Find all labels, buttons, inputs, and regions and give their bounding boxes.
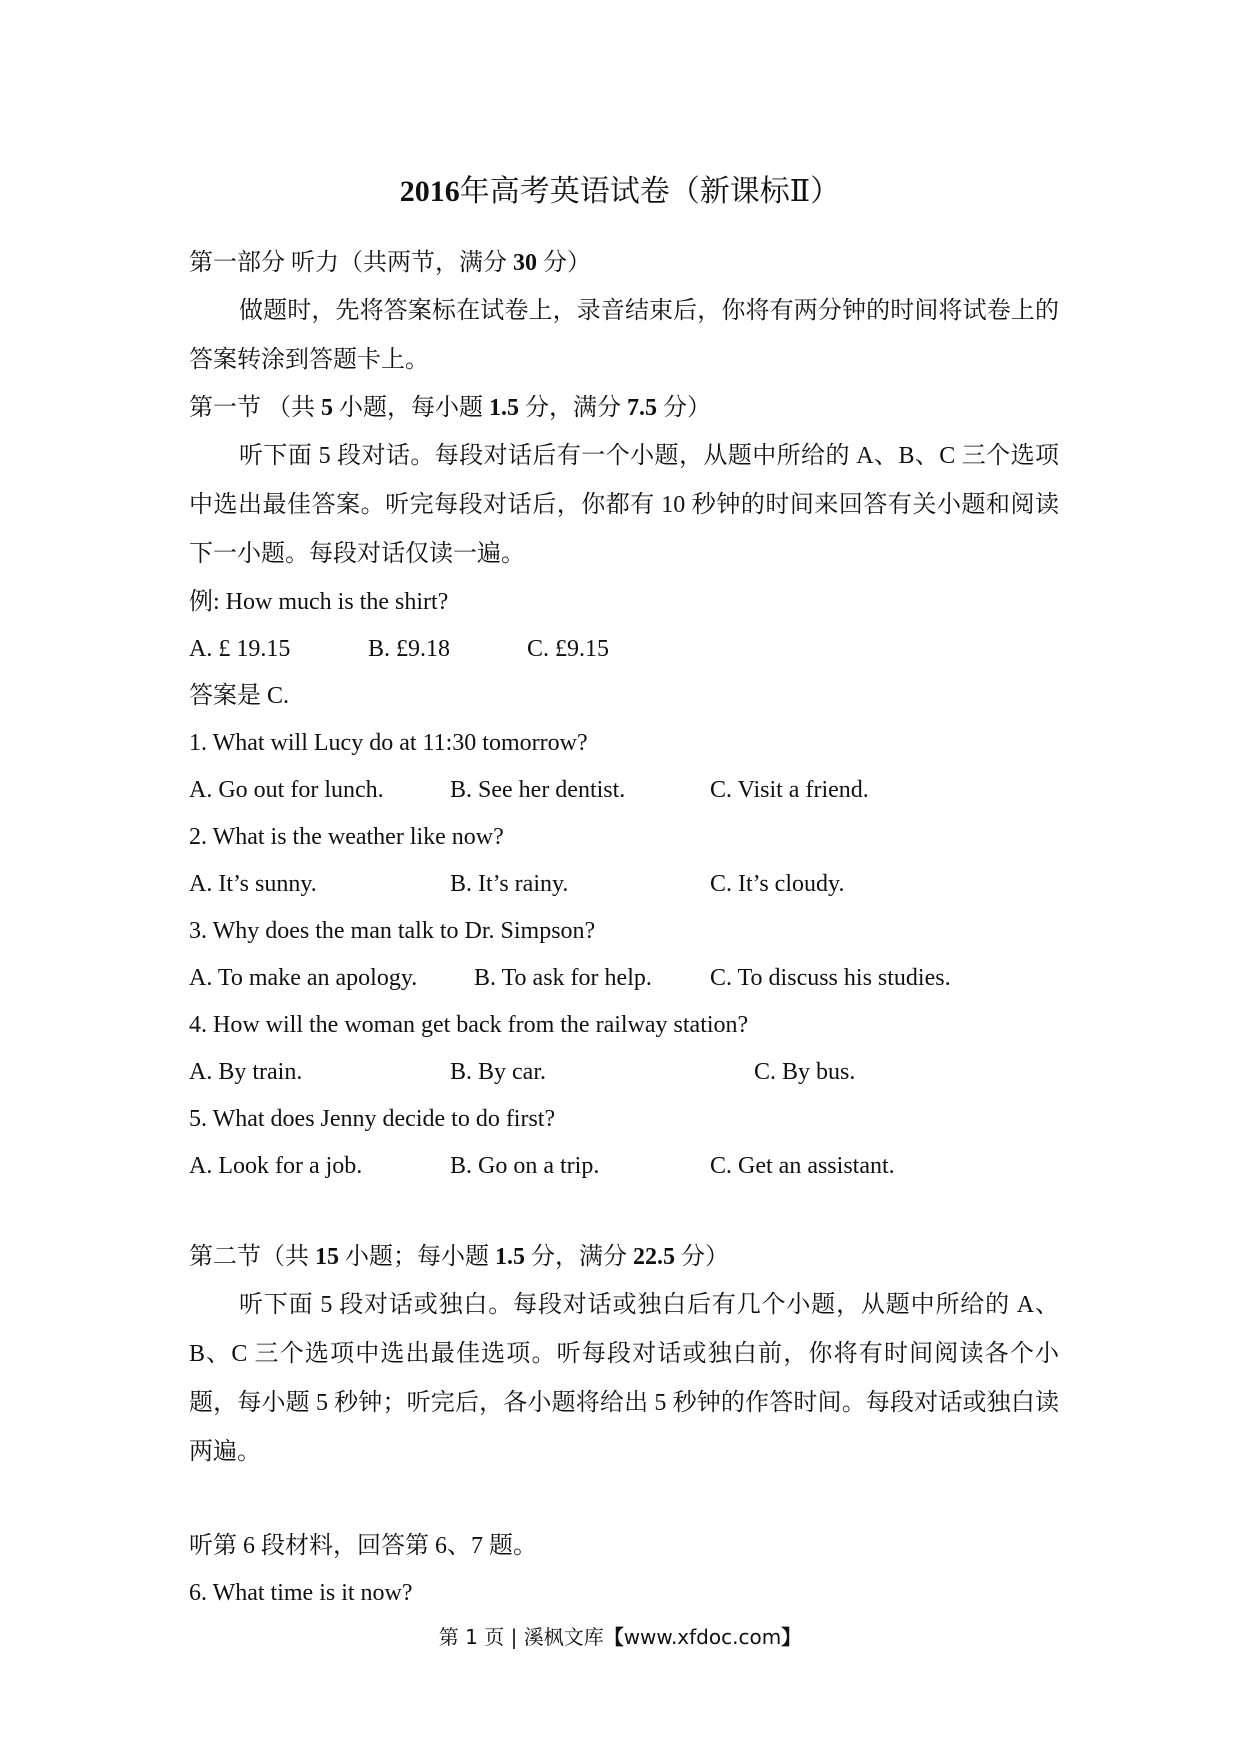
q5-option-b: B. Go on a trip. — [450, 1153, 600, 1179]
q4-option-c: C. By bus. — [754, 1059, 856, 1085]
question-2: 2. What is the weather like now? — [189, 824, 504, 850]
s1-h-c: 分，满分 — [519, 395, 627, 421]
spacer — [189, 1477, 1059, 1523]
example-option-c: C. £9.15 — [527, 636, 610, 662]
example-question: 例: How much is the shirt? — [189, 589, 449, 615]
q1-option-a: A. Go out for lunch. — [189, 777, 384, 803]
question-4-options — [189, 1049, 1059, 1096]
s1-each: 1.5 — [489, 395, 519, 421]
q1-option-c: C. Visit a friend. — [710, 777, 869, 803]
question-3-options — [189, 955, 1059, 1002]
s2-h-a: 第二节（共 — [189, 1244, 315, 1270]
s2-count: 15 — [315, 1244, 339, 1270]
question-3: 3. Why does the man talk to Dr. Simpson? — [189, 918, 596, 944]
example-answer: 答案是 C. — [189, 683, 290, 709]
q1-option-b: B. See her dentist. — [450, 777, 626, 803]
question-1: 1. What will Lucy do at 11:30 tomorrow? — [189, 730, 588, 756]
part1-intro: 做题时，先将答案标在试卷上，录音结束后，你将有两分钟的时间将试卷上的答案转涂到答题卡上。 — [189, 298, 1059, 373]
q5-option-c: C. Get an assistant. — [710, 1153, 895, 1179]
s1-total: 7.5 — [627, 395, 657, 421]
material6-heading: 听第 6 段材料，回答第 6、7 题。 — [189, 1533, 537, 1559]
q3-option-c: C. To discuss his studies. — [710, 965, 951, 991]
question-6: 6. What time is it now? — [189, 1580, 413, 1606]
s1-count: 5 — [321, 395, 333, 421]
part1-heading-end: 分） — [537, 250, 591, 276]
s2-h-b: 小题；每小题 — [339, 1244, 495, 1270]
footer-site-link[interactable]: www.xfdoc.com — [623, 1625, 782, 1649]
s1-h-d: 分） — [657, 395, 711, 421]
s1-h-b: 小题，每小题 — [333, 395, 489, 421]
q2-option-b: B. It’s rainy. — [450, 871, 569, 897]
spacer — [189, 1190, 1059, 1234]
part1-score: 30 — [513, 250, 537, 276]
question-2-options — [189, 861, 1059, 908]
s1-h-a: 第一节 （共 — [189, 395, 321, 421]
q2-option-a: A. It’s sunny. — [189, 871, 317, 897]
exam-content — [189, 240, 1059, 1617]
example-option-b: B. £9.18 — [368, 636, 451, 662]
q3-option-b: B. To ask for help. — [474, 965, 652, 991]
s2-total: 22.5 — [633, 1244, 675, 1270]
part1-heading — [189, 240, 1059, 287]
section2-heading — [189, 1234, 1059, 1281]
q4-option-b: B. By car. — [450, 1059, 546, 1085]
question-4: 4. How will the woman get back from the railway station? — [189, 1012, 749, 1038]
example-options — [189, 626, 1059, 673]
footer-bracket-close: 】 — [781, 1625, 802, 1649]
s2-h-c: 分，满分 — [525, 1244, 633, 1270]
page-footer — [0, 1622, 1240, 1652]
question-5-options — [189, 1143, 1059, 1190]
title-text: 年高考英语试卷（新课标Ⅱ） — [459, 175, 841, 208]
q4-option-a: A. By train. — [189, 1059, 303, 1085]
part1-heading-text: 第一部分 听力（共两节，满分 — [189, 250, 513, 276]
section1-intro: 听下面 5 段对话。每段对话后有一个小题，从题中所给的 A、B、C 三个选项中选出最佳答案。听完每段对话后，你都有 10 秒钟的时间来回答有关小题和阅读下一小题。每段对话仅读一遍。 — [189, 443, 1059, 567]
section1-heading — [189, 385, 1059, 432]
q3-option-a: A. To make an apology. — [189, 965, 418, 991]
s2-each: 1.5 — [495, 1244, 525, 1270]
question-5: 5. What does Jenny decide to do first? — [189, 1106, 556, 1132]
example-option-a: A. £ 19.15 — [189, 636, 291, 662]
section2-intro: 听下面 5 段对话或独白。每段对话或独白后有几个小题，从题中所给的 A、B、C 三个选项中选出最佳选项。听每段对话或独白前，你将有时间阅读各个小题，每小题 5 秒钟；听完后，各小题将给出 5 秒钟的作答时间。每段对话或独白读两遍。 — [189, 1292, 1059, 1465]
question-1-options — [189, 767, 1059, 814]
q5-option-a: A. Look for a job. — [189, 1153, 363, 1179]
page-title — [0, 172, 1240, 212]
footer-bracket-open: 【 — [603, 1625, 624, 1649]
footer-page: 第 1 页 | 溪枫文库 — [438, 1625, 604, 1649]
q2-option-c: C. It’s cloudy. — [710, 871, 845, 897]
s2-h-d: 分） — [675, 1244, 729, 1270]
title-year: 2016 — [399, 175, 460, 208]
